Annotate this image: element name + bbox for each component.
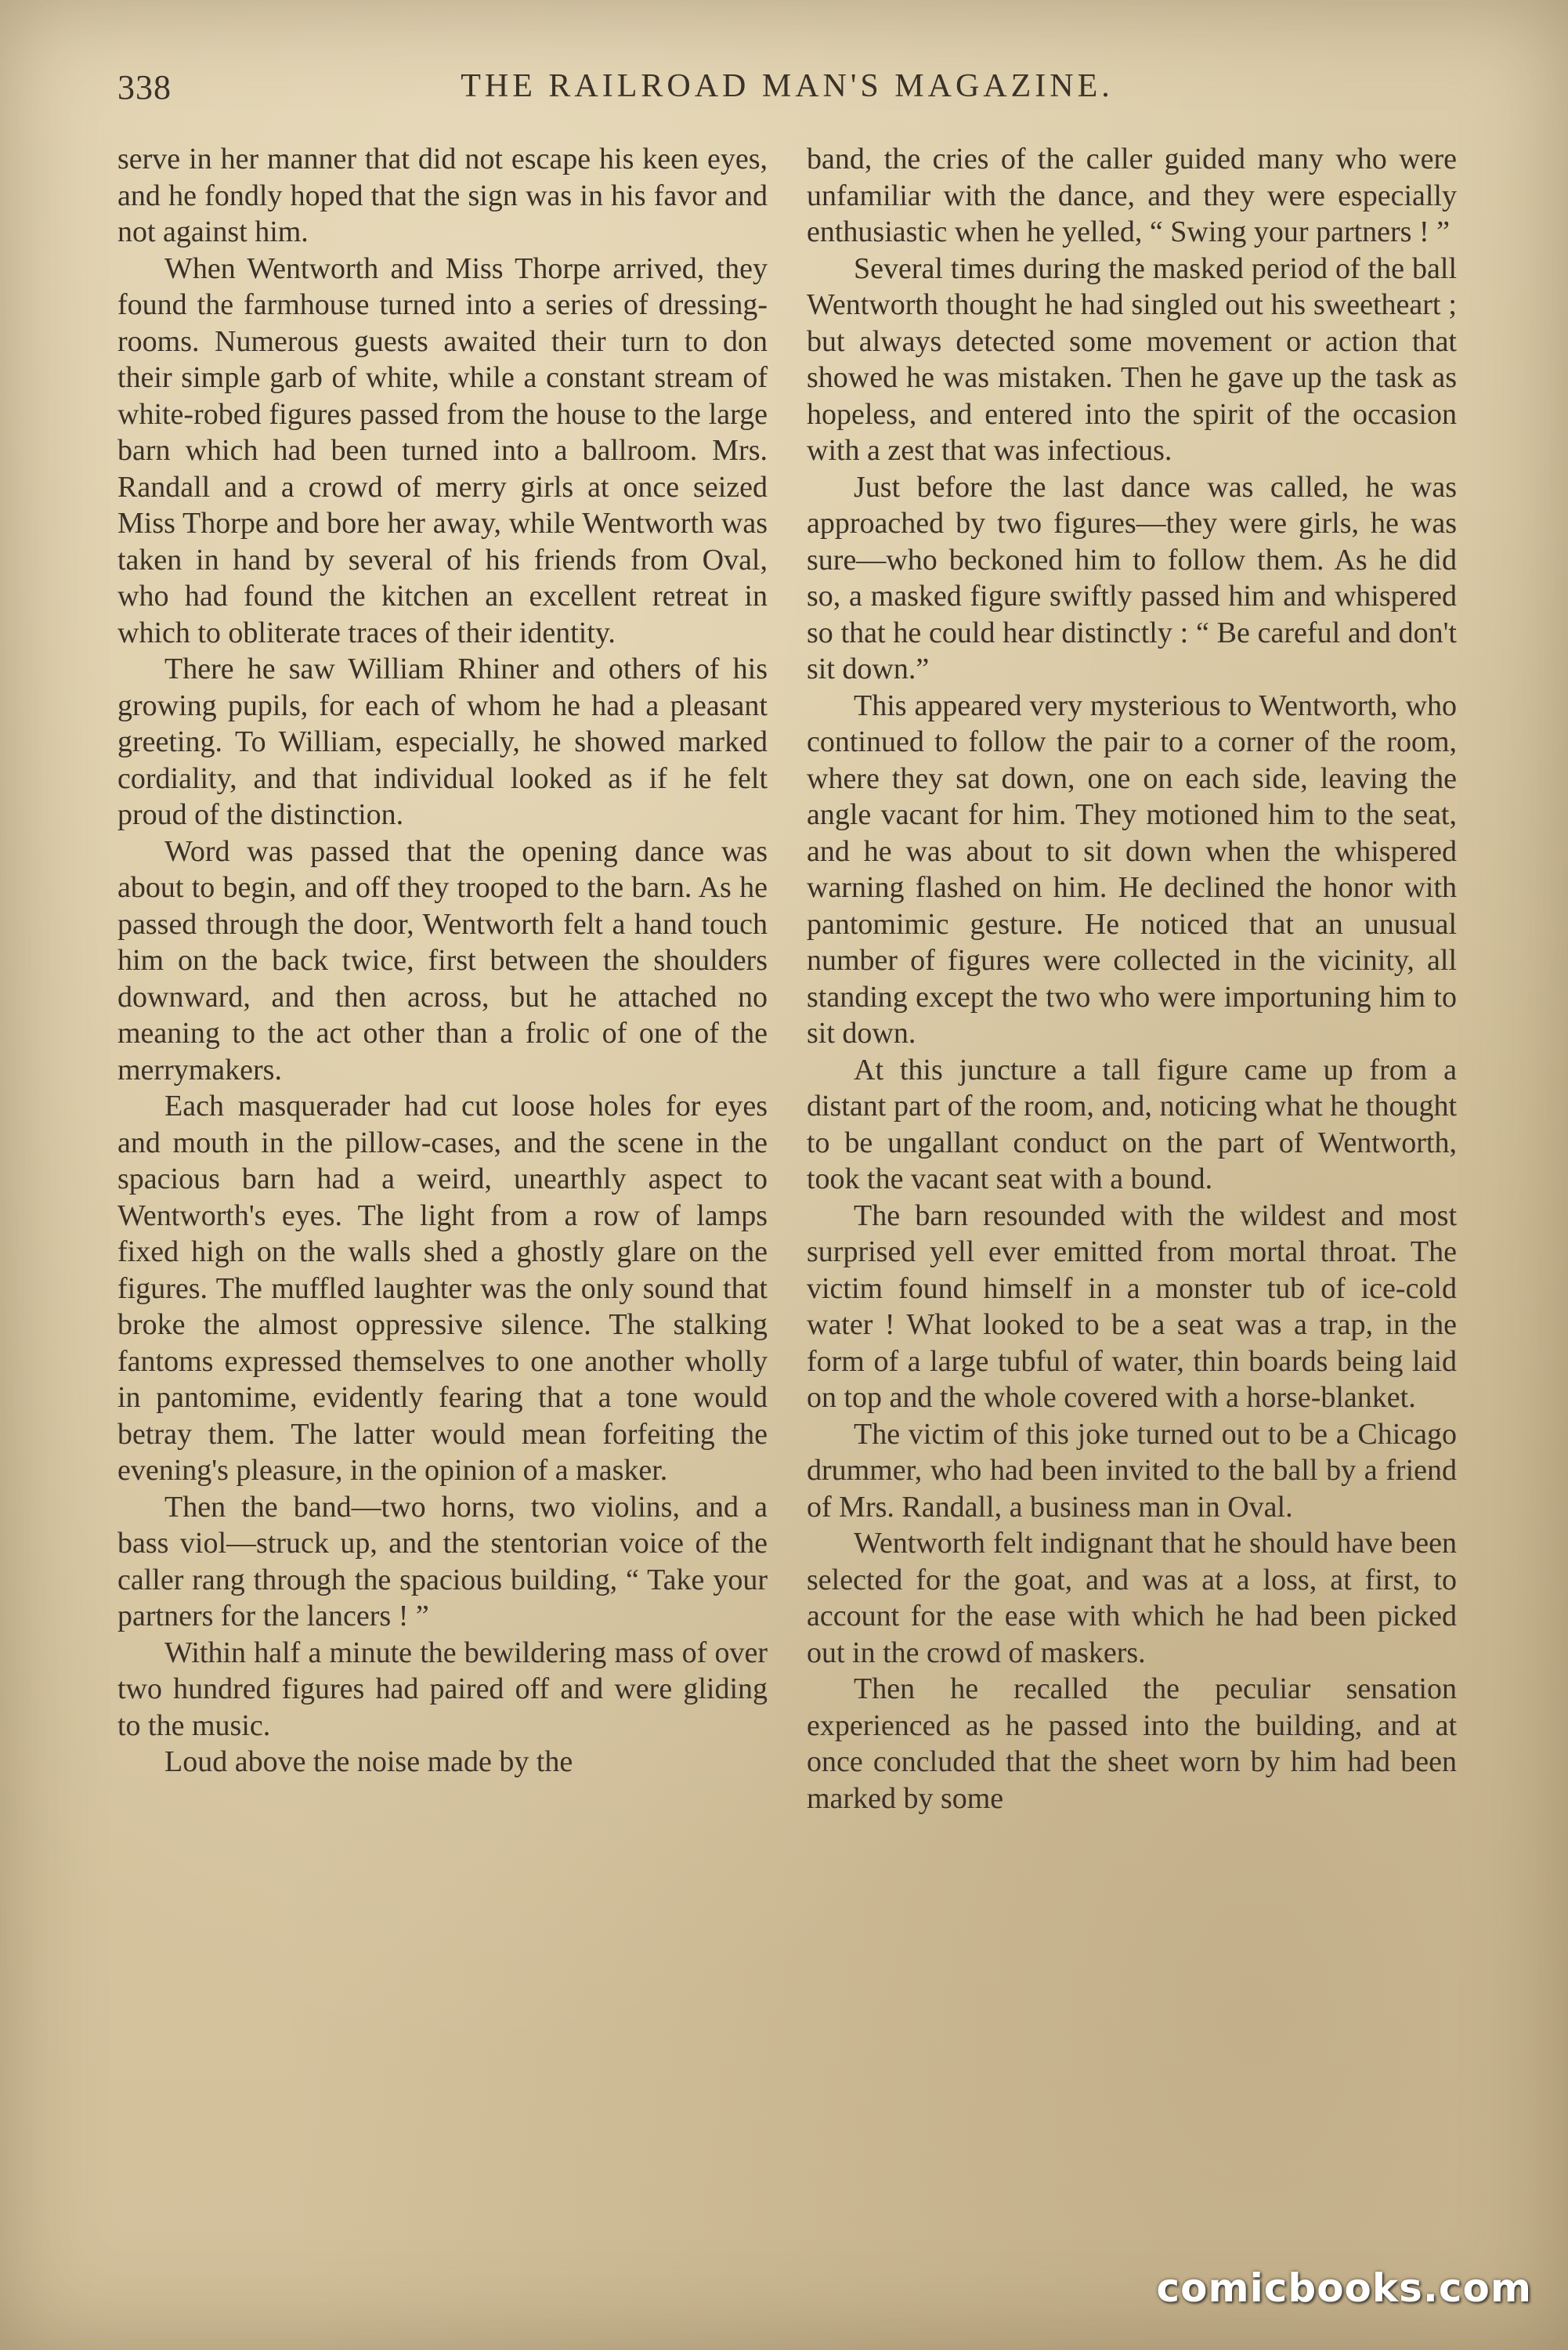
right-column [807, 141, 1457, 1817]
paragraph: Wentworth felt indignant that he should have been selected for the goat, and was at a loss, at first, to account for the ease with which he had been picked out in the crowd of maskers. [807, 1527, 1457, 1669]
paragraph: Then he recalled the peculiar sensation experienced as he passed into the building, and at once concluded that the sheet worn by him had been marked by some [807, 1672, 1457, 1815]
paragraph: Each masquerader had cut loose holes for eyes and mouth in the pillow-cases, and the scene in the spacious barn had a weird, unearthly aspect to Wentworth's eyes. The light from a row of lamps fixed high on the walls shed a ghostly glare on the figures. The muffled laughter was the only sound that broke the almost oppressive silence. The stalking fantoms expressed themselves to one another wholly in pantomime, evidently fearing that a tone would betray them. The latter would mean forfeiting the evening's pleasure, in the opinion of a masker. [117, 1090, 768, 1487]
paragraph: band, the cries of the caller guided many who were unfamiliar with the dance, and they were especially enthusiastic when he yelled, “ Swing your partners ! ” [807, 143, 1457, 248]
watermark-logo: comicbooks.com [1156, 2265, 1532, 2311]
running-title: THE RAILROAD MAN'S MAGAZINE. [461, 68, 1114, 104]
paragraph: serve in her manner that did not escape his keen eyes, and he fondly hoped that the sign was in his favor and not against him. [117, 143, 768, 248]
paragraph: There he saw William Rhiner and others of his growing pupils, for each of whom he had a pleasant greeting. To William, especially, he showed marked cordiality, and that individual looked as if he felt proud of the distinction. [117, 653, 768, 831]
page-header [117, 67, 1457, 122]
paragraph: The barn resounded with the wildest and most surprised yell ever emitted from mortal throat. The victim found himself in a monster tub of ice-cold water ! What looked to be a seat was a trap, in the form of a large tubful of water, thin boards being laid on top and the whole covered with a horse-blanket. [807, 1198, 1457, 1414]
paragraph: When Wentworth and Miss Thorpe arrived, they found the farmhouse turned into a series of dressing-rooms. Numerous guests awaited their turn to don their simple garb of white, while a constant stream of white-robed figures passed from the house to the large barn which had been turned into a ballroom. Mrs. Randall and a crowd of merry girls at once seized Miss Thorpe and bore her away, while Wentworth was taken in hand by several of his friends from Oval, who had found the kitchen an excellent retreat in which to obliterate traces of their identity. [117, 251, 768, 649]
paragraph: Loud above the noise made by the [164, 1745, 573, 1778]
paragraph: Several times during the masked period of the ball Wentworth thought he had singled out his sweetheart ; but always detected some movement or action that showed he was mistaken. Then he gave up the task as hopeless, and entered into the spirit of the occasion with a zest that was infectious. [807, 251, 1457, 467]
paragraph: This appeared very mysterious to Wentworth, who continued to follow the pair to a corner of the room, where they sat down, one on each side, leaving the angle vacant for him. They motioned him to the seat, and he was about to sit down when the whispered warning flashed on him. He declined the honor with pantomimic gesture. He noticed that an unusual number of figures were collected in the vicinity, all standing except the two who were importuning him to sit down. [807, 689, 1457, 1050]
paragraph: The victim of this joke turned out to be a Chicago drummer, who had been invited to the ball by a friend of Mrs. Randall, a business man in Oval. [807, 1417, 1457, 1524]
paragraph: At this juncture a tall figure came up from a distant part of the room, and, noticing what he thought to be ungallant conduct on the part of Wentworth, took the vacant seat with a bound. [807, 1053, 1457, 1195]
paragraph: Within half a minute the bewildering mass of over two hundred figures had paired off and were gliding to the music. [117, 1636, 768, 1742]
page-number: 338 [117, 68, 172, 107]
paragraph: Word was passed that the opening dance was about to begin, and off they trooped to the barn. As he passed through the door, Wentworth felt a hand touch him on the back twice, first between the shoulders downward, and then across, but he attached no meaning to the act other than a frolic of one of the merrymakers. [117, 834, 768, 1086]
paragraph: Just before the last dance was called, he was approached by two figures—they were girls, he was sure—who beckoned him to follow them. As he did so, a masked figure swiftly passed him and whispered so that he could hear distinctly : “ Be careful and don't sit down.” [807, 470, 1457, 685]
left-column [117, 141, 768, 1781]
paragraph: Then the band—two horns, two violins, and a bass viol—struck up, and the stentorian voice of the caller rang through the spacious building, “ Take your partners for the lancers ! ” [117, 1490, 768, 1632]
